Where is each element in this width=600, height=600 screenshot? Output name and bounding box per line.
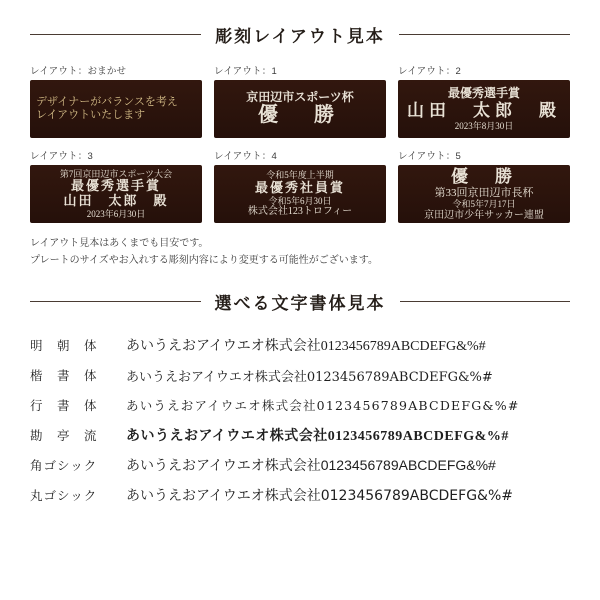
layout-sample-cell — [30, 148, 202, 223]
layout-section-title: 彫刻レイアウト見本 — [215, 27, 385, 46]
engraving-plate — [398, 80, 570, 138]
plate-line: 最優秀選手賞 — [447, 86, 520, 101]
layout-sample-cell — [30, 63, 202, 138]
font-sample-name: 明 朝 体 — [30, 339, 98, 353]
plate-line: 最優秀選手賞 — [70, 178, 161, 194]
layout-note-line: レイアウト見本はあくまでも目安です。 — [30, 238, 209, 249]
plate-line: 山田 太郎 殿 — [63, 193, 169, 208]
heading-rule-right — [400, 301, 571, 302]
layout-sample-cell — [398, 63, 570, 138]
engraving-plate — [398, 165, 570, 223]
layout-notes — [30, 235, 570, 269]
font-section-title: 選べる文字書体見本 — [214, 294, 386, 313]
layout-sample-cell — [214, 148, 386, 223]
font-sample-text: あいうえおアイウエオ株式会社0123456789ABCDEFG&%# — [126, 429, 509, 444]
plate-line: 令和5年度上半期 — [266, 170, 334, 181]
font-sample-text: あいうえおアイウエオ株式会社0123456789ABCDEFG&%# — [126, 457, 496, 473]
layout-sample-grid — [30, 63, 570, 223]
plate-line: 京田辺市少年サッカー連盟 — [424, 209, 544, 221]
plate-line: 第7回京田辺市スポーツ大会 — [59, 168, 173, 179]
font-sample-name: 丸ゴシック — [30, 489, 98, 503]
font-sample-row — [30, 360, 570, 390]
font-sample-row — [30, 420, 570, 450]
engraving-plate — [30, 80, 202, 138]
layout-sample-label: レイアウト：1 — [214, 66, 277, 77]
font-sample-name: 楷 書 体 — [30, 369, 98, 383]
layout-sample-label: レイアウト：おまかせ — [30, 66, 127, 77]
heading-rule-left — [30, 34, 201, 35]
font-sample-text: あいうえおアイウエオ株式会社0123456789ABCDEFG&%# — [126, 339, 486, 354]
plate-line: レイアウトいたします — [36, 109, 146, 121]
layout-sample-cell — [398, 148, 570, 223]
font-section-heading — [30, 269, 570, 314]
font-sample-row — [30, 390, 570, 420]
font-sample-row — [30, 330, 570, 360]
font-sample-name: 行 書 体 — [30, 399, 98, 413]
font-sample-row — [30, 450, 570, 480]
plate-line: 株式会社123トロフィー — [247, 206, 353, 218]
font-sample-text: あいうえおアイウエオ株式会社0123456789ABCDEFG&%# — [126, 369, 493, 385]
layout-sample-label: レイアウト：3 — [30, 151, 93, 162]
font-sample-text: あいうえおアイウエオ株式会社0123456789ABCDEFG&%# — [126, 398, 520, 413]
plate-line: 令和5年7月17日 — [452, 199, 516, 210]
plate-line: 令和5年6月30日 — [268, 195, 332, 206]
font-sample-text: あいうえおアイウエオ株式会社0123456789ABCDEFG&%# — [126, 488, 513, 504]
engraving-plate — [30, 165, 202, 223]
layout-sample-label: レイアウト：4 — [214, 151, 277, 162]
plate-line: 2023年6月30日 — [86, 208, 146, 219]
font-sample-name: 勘 亭 流 — [30, 429, 98, 443]
font-sample-row — [30, 480, 570, 510]
plate-line: 山田 太郎 殿 — [407, 100, 561, 120]
layout-note-line: プレートのサイズやお入れする彫刻内容により変更する可能性がございます。 — [30, 255, 378, 266]
plate-line: 第33回京田辺市長杯 — [434, 186, 534, 199]
layout-sample-label: レイアウト：2 — [398, 66, 461, 77]
engraving-plate — [214, 80, 386, 138]
layout-sample-label: レイアウト：5 — [398, 151, 461, 162]
plate-line: 2023年8月30日 — [454, 120, 514, 131]
font-sample-name: 角ゴシック — [30, 459, 98, 473]
plate-line: 優 勝 — [258, 104, 342, 127]
font-sample-list — [30, 330, 570, 510]
plate-line: 優 勝 — [451, 166, 517, 186]
heading-rule-left — [30, 301, 201, 302]
plate-line: デザイナーがバランスを考え — [36, 96, 178, 109]
layout-section-heading — [30, 0, 570, 47]
plate-line: 最優秀社員賞 — [254, 179, 345, 195]
plate-line: 京田辺市スポーツ杯 — [246, 89, 354, 104]
layout-sample-cell — [214, 63, 386, 138]
engraving-plate — [214, 165, 386, 223]
heading-rule-right — [399, 34, 570, 35]
